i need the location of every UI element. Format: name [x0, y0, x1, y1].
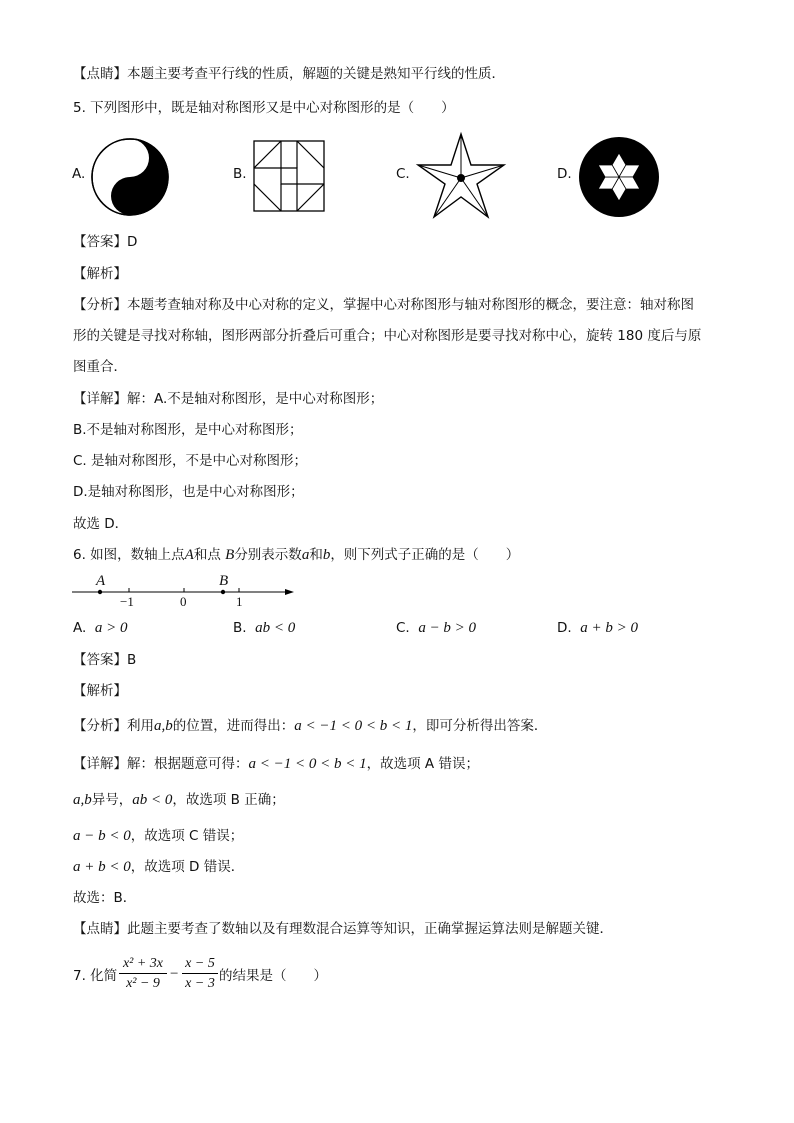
q6-stem: 6. 如图，数轴上点A和点 B分别表示数a和b，则下列式子正确的是（ ） — [73, 547, 520, 563]
q5-fenxi-2: 形的关键是寻找对称轴，图形两部分折叠后可重合；中心对称图形是要寻找对称中心，旋转 180 度后与原 — [73, 328, 702, 344]
q6-xiangjie-2: a,b异号，ab < 0，故选项 B 正确； — [73, 792, 285, 808]
q5-option-d-label: D. — [557, 166, 572, 182]
q6-option-d: D. a + b > 0 — [557, 620, 639, 636]
point-a-dot — [98, 590, 102, 594]
q5-xiangjie-2: B.不是轴对称图形，是中心对称图形； — [73, 422, 303, 438]
q7-stem-pre: 7. 化简 — [73, 968, 118, 984]
q6-xiangjie-1: 【详解】解：根据题意可得：a < −1 < 0 < b < 1，故选项 A 错误； — [73, 756, 479, 772]
flower-circle-figure — [578, 136, 660, 218]
q6-guxuan: 故选：B． — [73, 890, 137, 906]
q5-option-a-label: A. — [72, 166, 86, 182]
q7-fraction-2: $\frac{x - 5}{x - 3}$ — [182, 955, 218, 994]
q5-fenxi-3: 图重合． — [73, 359, 127, 375]
q6-xiangjie-3: a − b < 0，故选项 C 错误； — [73, 828, 244, 844]
tick-label-neg1: −1 — [120, 594, 134, 609]
q7-stem-post: 的结果是（ ） — [219, 968, 327, 984]
star-figure — [416, 133, 506, 219]
q5-xiangjie-1: 【详解】解：A.不是轴对称图形，是中心对称图形； — [73, 391, 384, 407]
q6-fenxi: 【分析】利用a,b的位置，进而得出：a < −1 < 0 < b < 1，即可分析得出答案． — [73, 718, 548, 734]
q6-option-a: A. a > 0 — [73, 620, 128, 636]
q6-option-b: B. ab < 0 — [233, 620, 296, 636]
q6-option-c: C. a − b > 0 — [396, 620, 477, 636]
q5-option-b-label: B. — [233, 166, 247, 182]
point-b-dot — [221, 590, 225, 594]
q6-xiangjie-4: a + b < 0，故选项 D 错误． — [73, 859, 245, 875]
tick-label-1: 1 — [236, 594, 243, 609]
q5-stem: 5. 下列图形中，既是轴对称图形又是中心对称图形的是（ ） — [73, 100, 455, 116]
q6-dianjing: 【点睛】此题主要考查了数轴以及有理数混合运算等知识，正确掌握运算法则是解题关键． — [73, 921, 613, 937]
point-b-label: B — [219, 573, 229, 589]
q5-xiangjie-4: D.是轴对称图形，也是中心对称图形； — [73, 484, 304, 500]
square-pinwheel-figure — [253, 140, 325, 212]
dianjing-q4: 【点睛】本题主要考查平行线的性质，解题的关键是熟知平行线的性质． — [73, 66, 505, 82]
q7-minus: − — [170, 966, 179, 982]
q7-fraction-1: $\frac{\text{x² + 3x}}{\text{x² − 9}}$ — [119, 955, 167, 994]
q6-answer: 【答案】B — [73, 652, 137, 668]
q5-jiexi: 【解析】 — [73, 266, 127, 282]
q5-fenxi-1: 【分析】本题考查轴对称及中心对称的定义，掌握中心对称图形与轴对称图形的概念，要注意：轴对称图 — [73, 297, 694, 313]
q5-option-c-label: C. — [396, 166, 410, 182]
q5-guxuan: 故选 D． — [73, 516, 129, 532]
q6-jiexi: 【解析】 — [73, 683, 127, 699]
q5-xiangjie-3: C. 是轴对称图形，不是中心对称图形； — [73, 453, 308, 469]
q5-answer: 【答案】D — [73, 234, 138, 250]
yin-yang-figure — [90, 137, 170, 217]
point-a-label: A — [96, 573, 106, 589]
tick-label-0: 0 — [180, 594, 187, 609]
